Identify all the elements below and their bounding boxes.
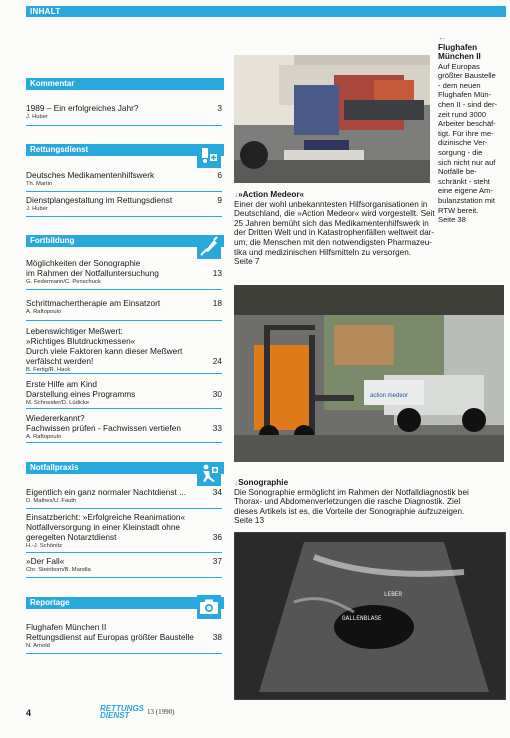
- page-number: 18: [212, 298, 222, 308]
- toc-entry[interactable]: »Der Fall« Chr. Steinborn/B. Mandla 37: [26, 556, 222, 573]
- toc-entry[interactable]: Möglichkeiten der Sonographie im Rahmen der Notfalluntersuchung G. Federmann/C. Penschuck 13: [26, 258, 222, 285]
- page-number: 33: [212, 423, 222, 433]
- header-title: INHALT: [30, 7, 61, 16]
- ultrasound-label-leber: LEBER: [384, 591, 403, 598]
- injection-icon: [197, 235, 221, 259]
- photo-forklift-truck: [234, 285, 504, 462]
- arrow-left-icon: ←: [438, 33, 447, 42]
- toc-entry[interactable]: Dienstplangestaltung im Rettungsdienst J. Huber 9: [26, 195, 222, 212]
- toc-entry[interactable]: Eigentlich ein ganz normaler Nachtdienst ... D. Mathes/U. Fauth 34: [26, 487, 222, 504]
- divider: [26, 320, 222, 321]
- page-number: 38: [212, 632, 222, 642]
- section-header-reportage: Reportage: [26, 597, 224, 609]
- section-header-kommentar: Kommentar: [26, 78, 224, 90]
- toc-entry[interactable]: Wiedererkannt? Fachwissen prüfen - Fachwissen vertiefen A. Raftopoulo 33: [26, 413, 222, 440]
- arrow-down-icon: ↓: [234, 478, 239, 487]
- divider: [26, 408, 222, 409]
- caption-sonographie: ↓Sonographie Die Sonographie ermöglicht im Rahmen der Notfalldiagnostik bei Thorax- und Abdomenverletzungen die rasche Diagnostik. Ziel dieses Artikels ist es, die Vorteile der Sonographie aufzuzeigen. Seite 13: [234, 478, 469, 526]
- page-number: 13: [212, 268, 222, 278]
- arrow-down-icon: ↓: [234, 190, 239, 199]
- divider: [26, 577, 222, 578]
- toc-entry[interactable]: Erste Hilfe am Kind Darstellung eines Programms M. Schneider/D. Lüdicke 30: [26, 379, 222, 406]
- divider: [26, 442, 222, 443]
- ultrasound-label-gallenblase: GALLENBLASE: [342, 615, 382, 622]
- page-number: 37: [212, 556, 222, 566]
- toc-entry[interactable]: Lebenswichtiger Meßwert: »Richtiges Blutdruckmessen« Durch viele Faktoren kann dieser Meßwert verfälscht werden! B. Fertig/R. Hack 24: [26, 326, 222, 373]
- divider: [26, 552, 222, 553]
- divider: [26, 191, 222, 192]
- section-header-notfallpraxis: Notfallpraxis: [26, 462, 224, 474]
- truck-logo-text: action medeor: [370, 393, 409, 399]
- first-aid-person-icon: [197, 462, 221, 486]
- ambulance-icon: [197, 144, 221, 168]
- divider: [26, 289, 222, 290]
- toc-entry[interactable]: Deutsches Medikamentenhilfswerk Th. Martin 6: [26, 170, 222, 187]
- section-header-rettungsdienst: Rettungsdienst: [26, 144, 224, 156]
- caption-flughafen: ← Flughafen München II Auf Europas größter Baustelle - dem neuen Flughafen Mün- chen II - sind der- zeit rund 3000 Arbeiter beschäf- tigt. Für ihre me- dizinische Ver- sorgung - die sich nicht nur auf Notfälle be- schränkt - steht eine eigene Am- bulanzstation mit RTW bereit. Seite 38: [438, 33, 508, 225]
- page-number: 3: [217, 103, 222, 113]
- caption-medeor: ↓»Action Medeor« Einer der wohl unbekanntesten Hilfsorganisationen in Deutschland, die »Action Medeor« wird vorgestellt. Seit 25 Jahren bemüht sich das Medikamentenhilfswerk in der Dritten Welt und in Katastrophenfällen weltweit dar- um, die Menschen mit den notwendigsten Pharmazeu- tika und medizinischen Hilfsmitteln zu versorgen. Seite 7: [234, 190, 435, 267]
- divider: [26, 216, 222, 217]
- page-number: 24: [212, 356, 222, 366]
- footer-page-number: 4: [26, 708, 32, 718]
- page-number: 9: [217, 195, 222, 205]
- camera-icon: [197, 595, 221, 619]
- divider: [26, 125, 222, 126]
- section-header-fortbildung: Fortbildung: [26, 235, 224, 247]
- page-number: 34: [212, 487, 222, 497]
- page-number: 30: [212, 389, 222, 399]
- footer-logo: RETTUNGS DIENST: [100, 704, 144, 720]
- header-bar: [26, 6, 506, 17]
- toc-entry[interactable]: 1989 – Ein erfolgreiches Jahr? J. Huber 3: [26, 103, 222, 120]
- divider: [26, 508, 222, 509]
- divider: [26, 653, 222, 654]
- footer-issue: 13 (1990): [147, 708, 175, 716]
- photo-ultrasound: [234, 532, 506, 700]
- photo-ambulance-equipment: [234, 55, 430, 183]
- toc-entry[interactable]: Flughafen München II Rettungsdienst auf Europas größter Baustelle N. Arnold 38: [26, 622, 222, 649]
- page-number: 6: [217, 170, 222, 180]
- page-number: 36: [212, 532, 222, 542]
- toc-entry[interactable]: Schrittmachertherapie am Einsatzort A. Raftopoulo 18: [26, 298, 222, 315]
- divider: [26, 373, 222, 374]
- toc-entry[interactable]: Einsatzbericht: »Erfolgreiche Reanimation« Notfallversorgung in einer Kleinstadt ohne geregelten Notarztdienst H.-J. Schönitz 36: [26, 512, 222, 549]
